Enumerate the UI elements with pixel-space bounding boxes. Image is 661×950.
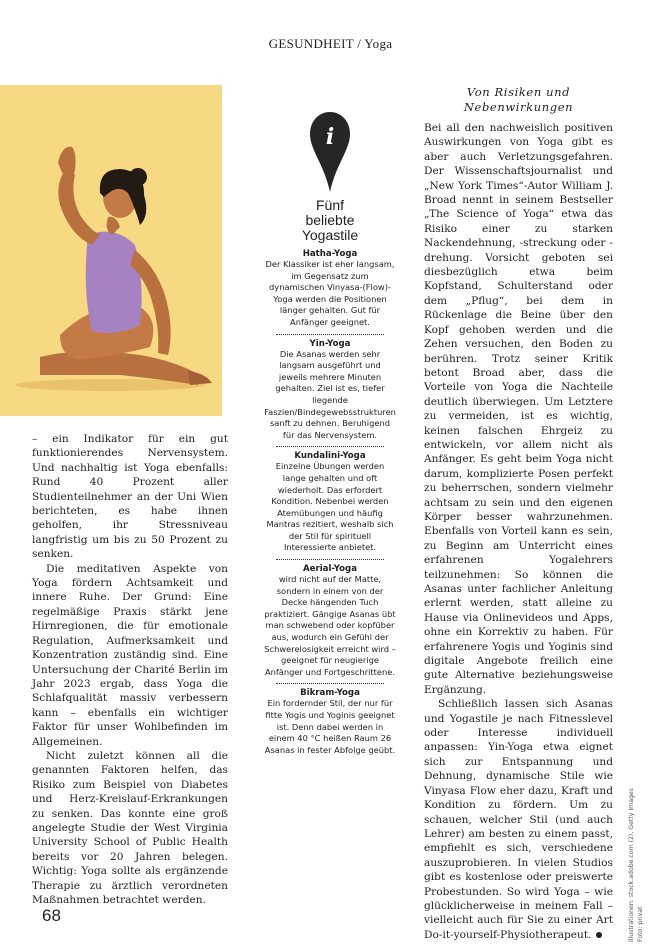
- right-text-column: [424, 121, 613, 942]
- style-name-bikram: Bikram-Yoga: [300, 688, 360, 699]
- left-text-column: [32, 432, 228, 907]
- credit-line-illustrations: Illustrationen: stock.adobe.com (2), Getty Images: [628, 788, 635, 942]
- style-text-bikram: Ein fordernder Stil, der nur für fitte Yogis und Yoginis geeignet ist. Denn dabei werden in einem 40 °C heißen Raum 26 Asanas in fester Abfolge geübt.: [264, 698, 396, 755]
- credit-line-photo: Foto: privat: [637, 906, 644, 942]
- style-name-aerial: Aerial-Yoga: [303, 564, 357, 575]
- style-text-aerial: wird nicht auf der Matte, sondern in einem von der Decke hängenden Tuch praktiziert. Gängige Asanas übt man schwebend oder kopfüber aus, wodurch ein Gefühl der Schwerelosigkeit erreicht wird – geeignet für neugierige Anfänger und Fortgeschrittene.: [264, 574, 396, 677]
- image-credits: [628, 742, 648, 942]
- paragraph: Die meditativen Aspekte von Yoga fördern Achtsamkeit und innere Ruhe. Der Grund: Eine regelmäßige Praxis stärkt jene Hirnregionen, die für emotionale Regulation, Aufmerksamkeit und Konzentration zuständig sind. Eine Untersuchung der Charité Berlin im Jahr 2023 ergab, dass Yoga die Schlafqualität massiv verbessern kann – ebenfalls ein wichtiger Faktor für unser Wohlbefinden im Allgemeinen.: [32, 562, 228, 748]
- section-header: GESUNDHEIT / Yoga: [268, 36, 393, 51]
- page-number: 68: [42, 906, 61, 925]
- hero-illustration-panel: [0, 85, 222, 416]
- paragraph: Nicht zuletzt können all die genannten Faktoren helfen, das Risiko zum Beispiel von Diabetes und Herz-Kreislauf-Erkrankungen zu senken. Das konnte eine groß angelegte Studie der West Virginia University School of Public Health bereits vor 20 Jahren belegen. Wichtig: Yoga sollte als ergänzende Therapie zu ärztlich verordneten Maßnahmen betrachtet werden.: [32, 749, 228, 906]
- style-text-yin: Die Asanas werden sehr langsam ausgeführt und jeweils mehrere Minuten gehalten. Ziel ist es, tiefer liegende Faszien/Bindegewebsstrukturen sanft zu dehnen. Beruhigend für das Nervensystem.: [264, 348, 396, 440]
- style-name-yin: Yin-Yoga: [309, 338, 351, 349]
- paragraph: – ein Indikator für ein gut funktionierendes Nervensystem. Und nachhaltig ist Yoga ebenfalls: Rund 40 Prozent aller Studienteilnehmer an der Uni Wien berichteten, es habe ihnen geholfen, ihr Stressniveau langfristig um bis zu 50 Prozent zu senken.: [32, 433, 228, 561]
- info-icon: [310, 112, 350, 192]
- divider: [276, 559, 384, 560]
- divider: [276, 683, 384, 684]
- end-mark-icon: [596, 932, 602, 938]
- paragraph-last: [424, 697, 613, 942]
- style-text-kundalini: Einzelne Übungen werden lange gehalten und oft wiederholt. Das erfordert Kondition. Nebenbei werden Atemübungen und häufig Mantras rezitiert, weshalb sich der Stil für spirituell Interessierte anbietet.: [266, 461, 394, 553]
- divider: [276, 334, 384, 335]
- paragraph: Bei all den nachweislich positiven Auswirkungen von Yoga gibt es aber auch Verletzungsgefahren. Der Wissenschaftsjournalist und „New York Times“-Autor William J. Broad nennt in seinem Bestseller „The Science of Yoga“ etwa das Risiko einer zu starken Nackendehnung, -streckung oder -drehung. Vorsicht geboten sei diesbezüglich etwa beim Kopfstand, Schulterstand oder dem „Pflug“, bei dem in Rückenlage die Beine über den Kopf gehoben werden und die Zehen versuchen, den Boden zu berühren. Trotz seiner Kritik betont Broad aber, dass die Vorteile von Yoga die Nachteile deutlich überwiegen. Um Letztere zu vermeiden, ist es wichtig, keinen falschen Ehrgeiz zu entwickeln, vor allem nicht als Anfänger. Es geht beim Yoga nicht darum, komplizierte Posen perfekt zu beherrschen, sondern vielmehr achtsam zu sein und den eigenen Körper besser wahrzunehmen. Ebenfalls von Vorteil kann es sein, zu Beginn am Unterricht eines erfahrenen Yogalehrers teilzunehmen: So können die Asanas unter fachlicher Anleitung erlernt werden, statt alleine zu Hause via Onlinevideos und Apps, ohne ein Korrektiv zu haben. Für erfahrenere Yogis und Yoginis sind digitale Angebote freilich eine gute Alternative beziehungsweise Ergänzung.: [424, 122, 613, 696]
- svg-text:i: i: [325, 124, 335, 150]
- yoga-styles-infobox: [264, 112, 396, 756]
- paragraph-text: Schließlich lassen sich Asanas und Yogastile je nach Fitnesslevel oder Interesse individuell anpassen: Yin-Yoga etwa eignet sich zur Entspannung und Dehnung, dynamische Stile wie Vinyasa Flow eher dazu, Kraft und Kondition zu fördern. Um zu schauen, welcher Stil (und auch Lehrer) am besten zu einem passt, empfiehlt es sich, verschiedene auszuprobieren. In vielen Studios gibt es kostenlose oder preiswerte Probestunden. So wird Yoga – wie glücklicherweise in meinem Fall – vielleicht auch für Sie zu einer Art Do-it-yourself-Physiotherapeut.: [424, 698, 613, 941]
- style-text-hatha: Der Klassiker ist eher langsam, im Gegensatz zum dynamischen Vinyasa-(Flow)-Yoga werden die Positionen länger gehalten. Gut für Anfänger geeignet.: [265, 259, 395, 327]
- divider: [276, 446, 384, 447]
- infobox-title: Fünf beliebte Yogastile: [301, 197, 359, 243]
- yoga-woman-illustration: [0, 85, 222, 416]
- style-name-kundalini: Kundalini-Yoga: [294, 451, 366, 462]
- section-subheading: Von Risiken und Nebenwirkungen: [463, 85, 574, 114]
- style-name-hatha: Hatha-Yoga: [302, 249, 358, 259]
